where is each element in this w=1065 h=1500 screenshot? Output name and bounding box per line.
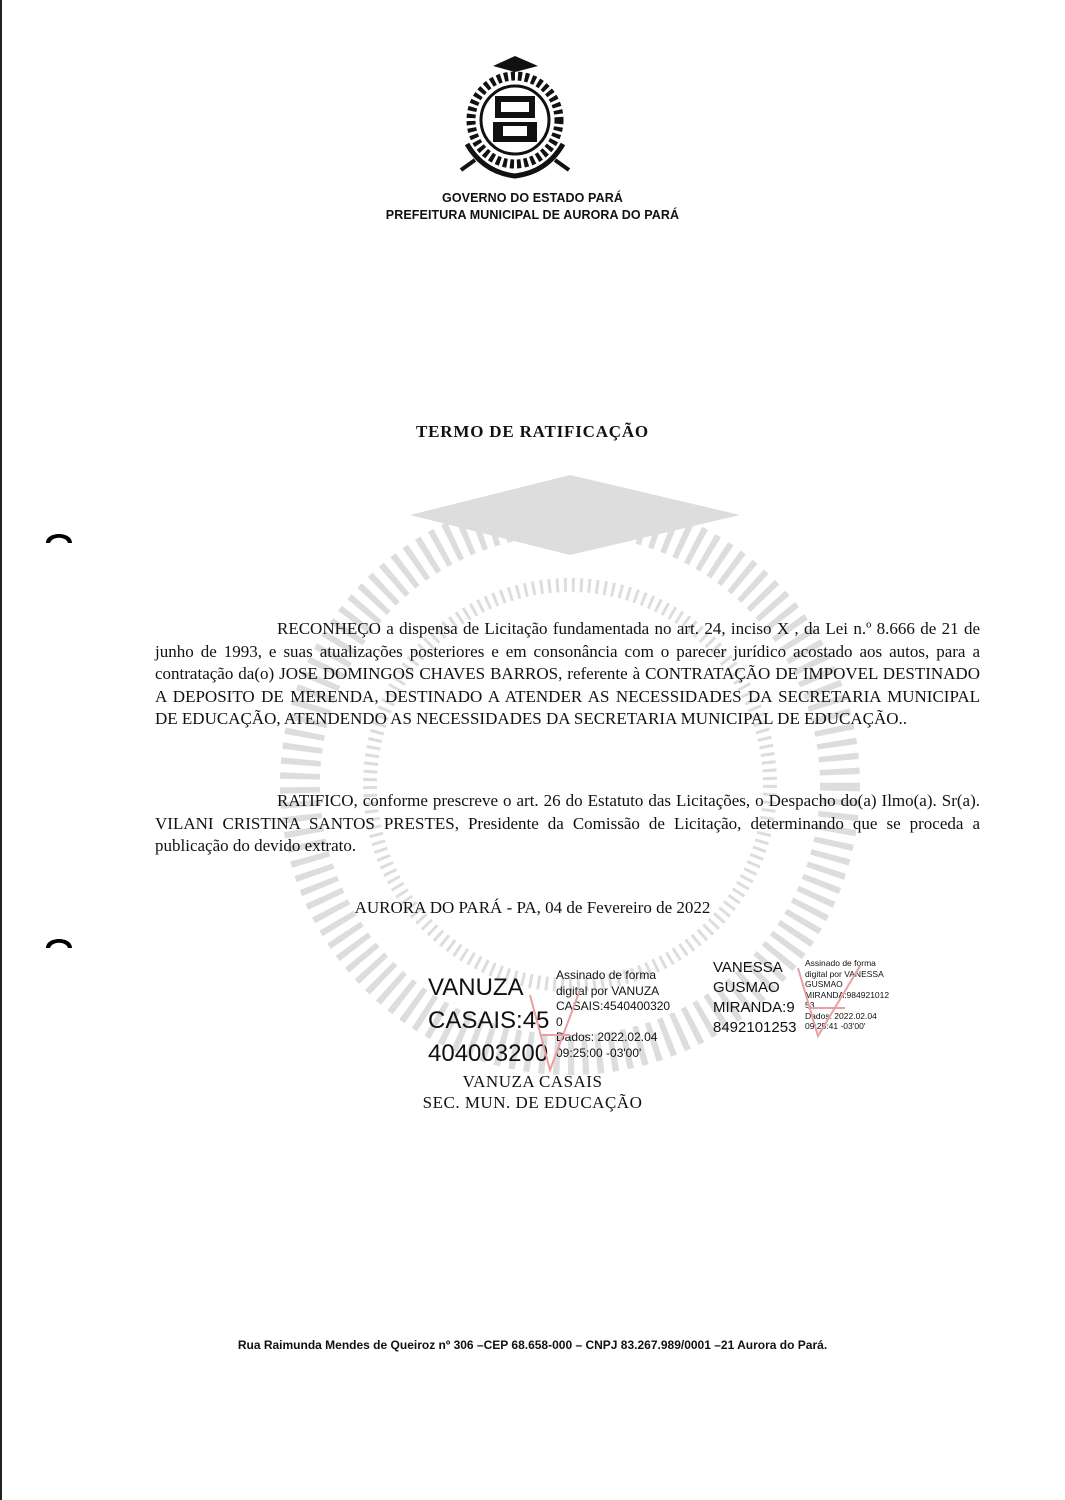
signature-logo-mark-2	[790, 958, 870, 1043]
header-government: GOVERNO DO ESTADO PARÁ	[442, 191, 623, 205]
digital-signature-2-name: VANESSA GUSMAO MIRANDA:9 8492101253	[713, 959, 797, 1036]
document-title: TERMO DE RATIFICAÇÃO	[416, 422, 649, 441]
footer-address: Rua Raimunda Mendes de Queiroz nº 306 –CEP 68.658-000 – CNPJ 83.267.989/0001 –21 Aurora do Pará.	[237, 1338, 828, 1352]
place-and-date: AURORA DO PARÁ - PA, 04 de Fevereiro de 2022	[354, 898, 711, 917]
signature-logo-mark-1	[520, 975, 590, 1085]
header-prefecture: PREFEITURA MUNICIPAL DE AURORA DO PARÁ	[385, 208, 680, 222]
signer-role: SEC. MUN. DE EDUCAÇÃO	[422, 1093, 643, 1112]
page-edge	[0, 0, 2, 1500]
digital-signature-1-details: Assinado de forma digital por VANUZA CASAIS:4540400320 0 Dados: 2022.02.04 09:25:00 -03'00'	[556, 968, 671, 1060]
body-paragraph-ratification: RATIFICO, conforme prescreve o art. 26 do Estatuto das Licitações, o Despacho do(a) Ilmo(a). Sr(a). VILANI CRISTINA SANTOS PRESTES, Presidente da Comissão de Licitação, determinando que se proceda a publicação do devido extrato.	[155, 791, 980, 855]
punch-hole-mark	[44, 525, 74, 545]
punch-hole-mark	[44, 930, 74, 950]
state-crest-icon	[453, 52, 578, 180]
digital-signature-1-name: VANUZA CASAIS:45 404003200	[428, 974, 550, 1067]
body-paragraph-recognition: RECONHEÇO a dispensa de Licitação fundamentada no art. 24, inciso X , da Lei n.º 8.666 de 21 de junho de 1993, e suas atualizações posteriores e em consonância com o parecer jurídico acostado aos autos, para a contratação da(o) JOSE DOMINGOS CHAVES BARROS, referente à CONTRATAÇÃO DE IMPOVEL DESTINADO A DEPOSITO DE MERENDA, DESTINADO A ATENDER AS NECESSIDADES DA SECRETARIA MUNICIPAL DE EDUCAÇÃO, ATENDENDO AS NECESSIDADES DA SECRETARIA MUNICIPAL DE EDUCAÇÃO..	[155, 619, 980, 728]
signer-name: VANUZA CASAIS	[462, 1072, 603, 1091]
digital-signature-2-details: Assinado de forma digital por VANESSA GUSMAO MIRANDA:984921012 53 Dados: 2022.02.04 09:25:41 -03'00'	[805, 958, 890, 1031]
